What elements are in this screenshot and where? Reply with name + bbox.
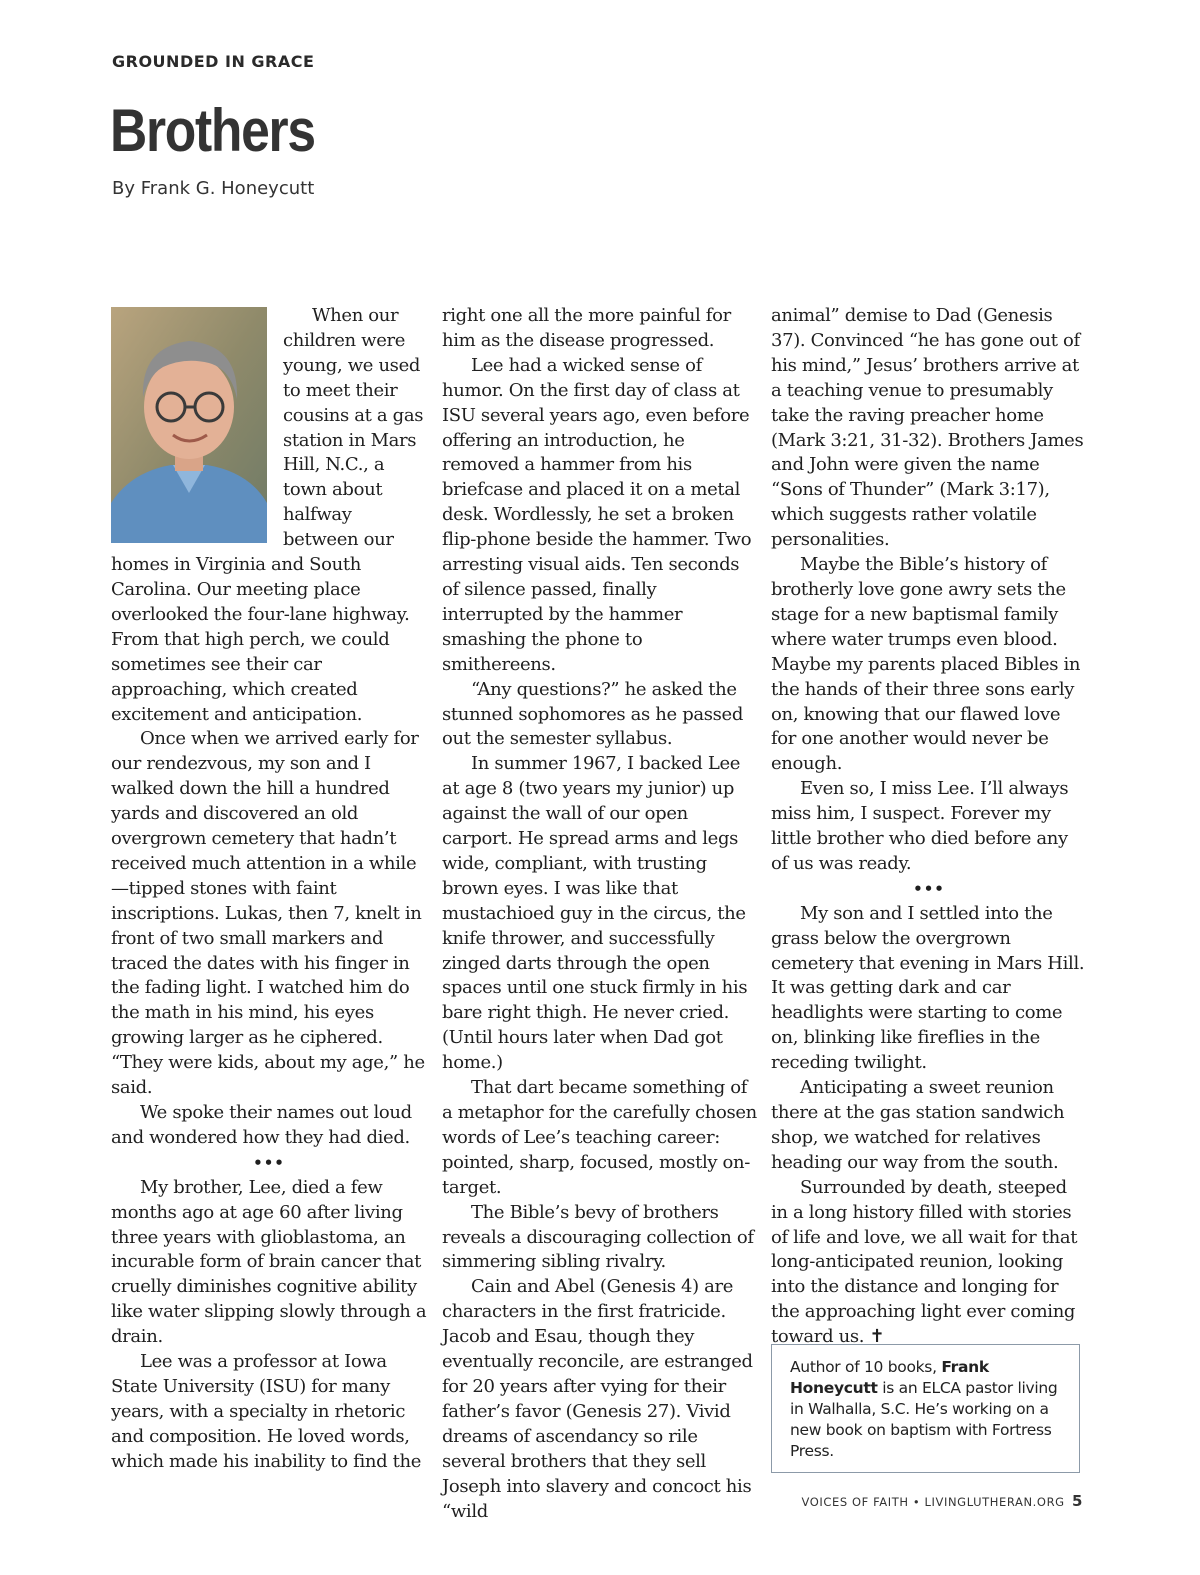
paragraph: [771, 1176, 1087, 1350]
page-number: 5: [1071, 1492, 1083, 1510]
section-kicker: GROUNDED IN GRACE: [112, 52, 315, 71]
paragraph: Lee was a professor at Iowa State University (ISU) for many years, with a specialty in rhetoric and composition. He loved words, which made his inability to find the: [111, 1351, 422, 1472]
bio-author-name: Frank Honeycutt: [790, 1358, 989, 1397]
paragraph: My son and I settled into the grass below the overgrown cemetery that evening in Mars Hill. It was getting dark and car headlights were starting to come on, blinking like fireflies in the receding twilight.: [771, 902, 1085, 1074]
page-footer: [801, 1492, 1083, 1510]
paragraph-text: Surrounded by death, steeped in a long history filled with stories of life and love, we all wait for that long-anticipated reunion, looking into the distance and longing for the approaching light ever coming toward us.: [771, 1176, 1078, 1348]
article-column-1: [111, 304, 427, 1475]
paragraph: We spoke their names out loud and wondered how they had died.: [111, 1102, 412, 1148]
paragraph: Cain and Abel (Genesis 4) are characters in the first fratricide. Jacob and Esau, though they eventually reconcile, are estranged for 20 years after vying for their father’s favor (Genesis 27). Vivid dreams of ascendancy so rile several brothers that they sell Joseph into slavery and concoct his “wild: [442, 1276, 753, 1522]
bio-text: is an ELCA pastor living in Walhalla, S.C. He’s working on a new book on baptism with Fortress Press.: [790, 1379, 1058, 1460]
paragraph: My brother, Lee, died a few months ago at age 60 after living three years with glioblastoma, an incurable form of brain cancer that cruelly diminishes cognitive ability like water slipping slowly through a drain.: [111, 1176, 427, 1348]
author-bio-box: [771, 1344, 1080, 1473]
paragraph: In summer 1967, I backed Lee at age 8 (two years my junior) up against the wall of our open carport. He spread arms and legs wide, compliant, with trusting brown eyes. I was like that mustachioed guy in the circus, the knife thrower, and successfully zinged darts through the open spaces until one stuck firmly in his bare right thigh. He never cried. (Until hours later when Dad got home.): [442, 753, 748, 1074]
paragraph: Maybe the Bible’s history of brotherly love gone awry sets the stage for a new baptismal family where water trumps even blood. Maybe my parents placed Bibles in the hands of their three sons early on, knowing that our flawed love for one another would never be enough.: [771, 554, 1081, 775]
paragraph: That dart became something of a metaphor for the carefully chosen words of Lee’s teaching career: pointed, sharp, focused, mostly on-target.: [442, 1077, 757, 1198]
author-photo: [111, 307, 267, 543]
article-title: Brothers: [110, 97, 315, 164]
cross-end-mark-icon: ✝: [869, 1326, 885, 1348]
paragraph-continued: right one all the more painful for him as the disease progressed.: [442, 305, 731, 351]
section-separator: •••: [253, 1153, 285, 1172]
paragraph: Anticipating a sweet reunion there at the gas station sandwich shop, we watched for relatives heading our way from the south.: [771, 1077, 1065, 1173]
paragraph: Even so, I miss Lee. I’ll always miss him, I suspect. Forever my little brother who died before any of us was ready.: [771, 778, 1069, 874]
article-column-3: [771, 304, 1087, 1350]
byline: By Frank G. Honeycutt: [112, 178, 315, 199]
bio-lead: Author of 10 books,: [790, 1358, 942, 1376]
paragraph-continued: animal” demise to Dad (Genesis 37). Convinced “he has gone out of his mind,” Jesus’ brothers arrive at a teaching venue to presumably take the raving preacher home (Mark 3:21, 31-32). Brothers James and John were given the name “Sons of Thunder” (Mark 3:17), which suggests rather volatile personalities.: [771, 305, 1084, 551]
paragraph: Once when we arrived early for our rendezvous, my son and I walked down the hill a hundred yards and discovered an old overgrown cemetery that hadn’t received much attention in a while—tipped stones with faint inscriptions. Lukas, then 7, knelt in front of two small markers and traced the dates with his finger in the fading light. I watched him do the math in his mind, his eyes growing larger as he ciphered. “They were kids, about my age,” he said.: [111, 728, 425, 1099]
article-column-2: [442, 304, 758, 1524]
paragraph: Lee had a wicked sense of humor. On the first day of class at ISU several years ago, even before offering an introduction, he removed a hammer from his briefcase and placed it on a metal desk. Wordlessly, he set a broken flip-phone beside the hammer. Two arresting visual aids. Ten seconds of silence passed, finally interrupted by the hammer smashing the phone to smithereens.: [442, 354, 752, 675]
paragraph: When our children were young, we used to meet their cousins at a gas station in Mars Hill, N.C., a town about halfway between our homes in Virginia and South Carolina. Our meeting place overlooked the four-lane highway. From that high perch, we could sometimes see their car approaching, which created excitement and anticipation.: [111, 305, 424, 725]
paragraph: “Any questions?” he asked the stunned sophomores as he passed out the semester syllabus.: [442, 678, 744, 750]
paragraph: The Bible’s bevy of brothers reveals a discouraging collection of simmering sibling rivalry.: [442, 1201, 754, 1273]
footer-label: VOICES OF FAITH • LIVINGLUTHERAN.ORG: [801, 1495, 1065, 1509]
section-separator: •••: [913, 879, 945, 898]
